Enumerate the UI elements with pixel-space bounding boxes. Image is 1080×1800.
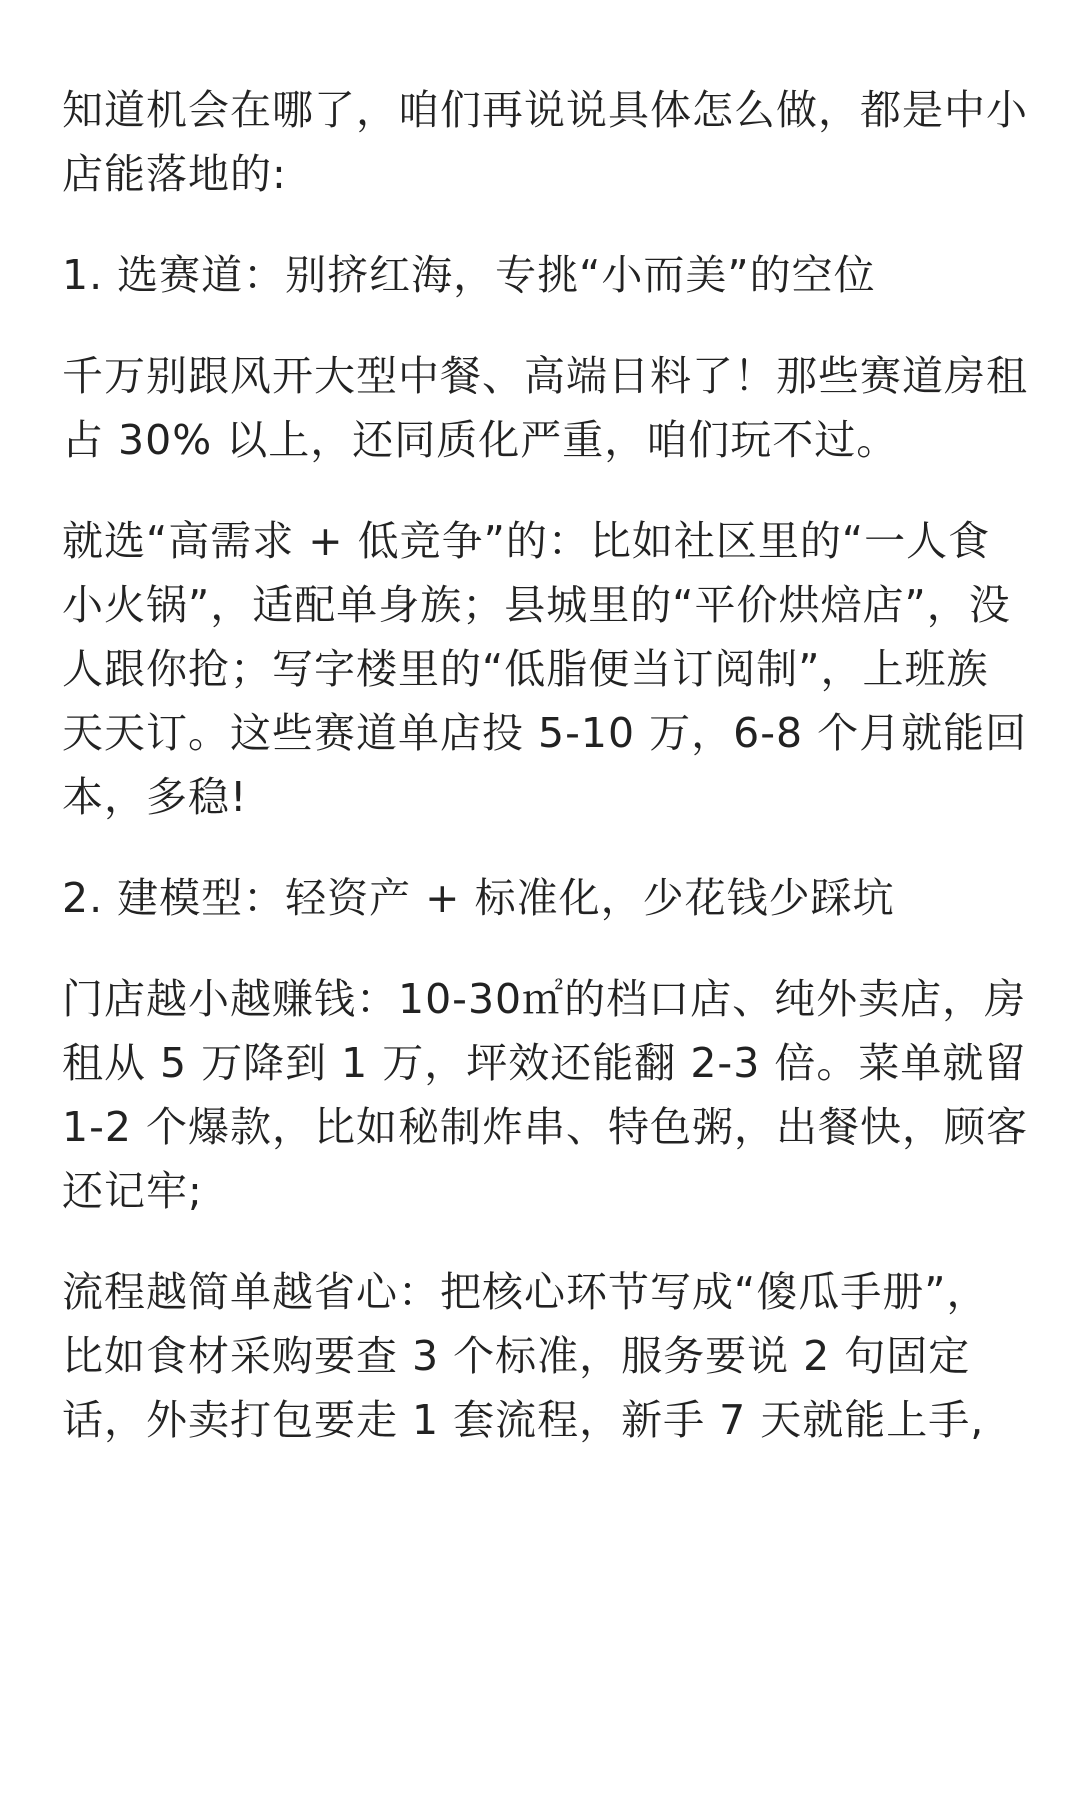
section-1-heading: 1. 选赛道：别挤红海，专挑“小而美”的空位 bbox=[62, 251, 876, 299]
section-2-paragraph-1: 门店越小越赚钱：10-30㎡的档口店、纯外卖店，房租从 5 万降到 1 万，坪效还能翻 2-3 倍。菜单就留 1-2 个爆款，比如秘制炸串、特色粥，出餐快，顾客还记牢; bbox=[62, 975, 1028, 1215]
intro-paragraph: 知道机会在哪了，咱们再说说具体怎么做，都是中小店能落地的: bbox=[62, 86, 1028, 198]
article-body bbox=[62, 78, 1030, 1489]
section-1-paragraph-1: 千万别跟风开大型中餐、高端日料了！那些赛道房租占 30% 以上，还同质化严重，咱们玩不过。 bbox=[62, 352, 1028, 464]
section-2-heading: 2. 建模型：轻资产 + 标准化，少花钱少踩坑 bbox=[62, 874, 895, 922]
section-1-paragraph-2: 就选“高需求 + 低竞争”的：比如社区里的“一人食小火锅”，适配单身族；县城里的“平价烘焙店”，没人跟你抢；写字楼里的“低脂便当订阅制”，上班族天天订。这些赛道单店投 5-10 万，6-8 个月就能回本，多稳! bbox=[62, 517, 1028, 821]
section-2-paragraph-2: 流程越简单越省心：把核心环节写成“傻瓜手册”，比如食材采购要查 3 个标准，服务要说 2 句固定话，外卖打包要走 1 套流程，新手 7 天就能上手, bbox=[62, 1268, 989, 1444]
